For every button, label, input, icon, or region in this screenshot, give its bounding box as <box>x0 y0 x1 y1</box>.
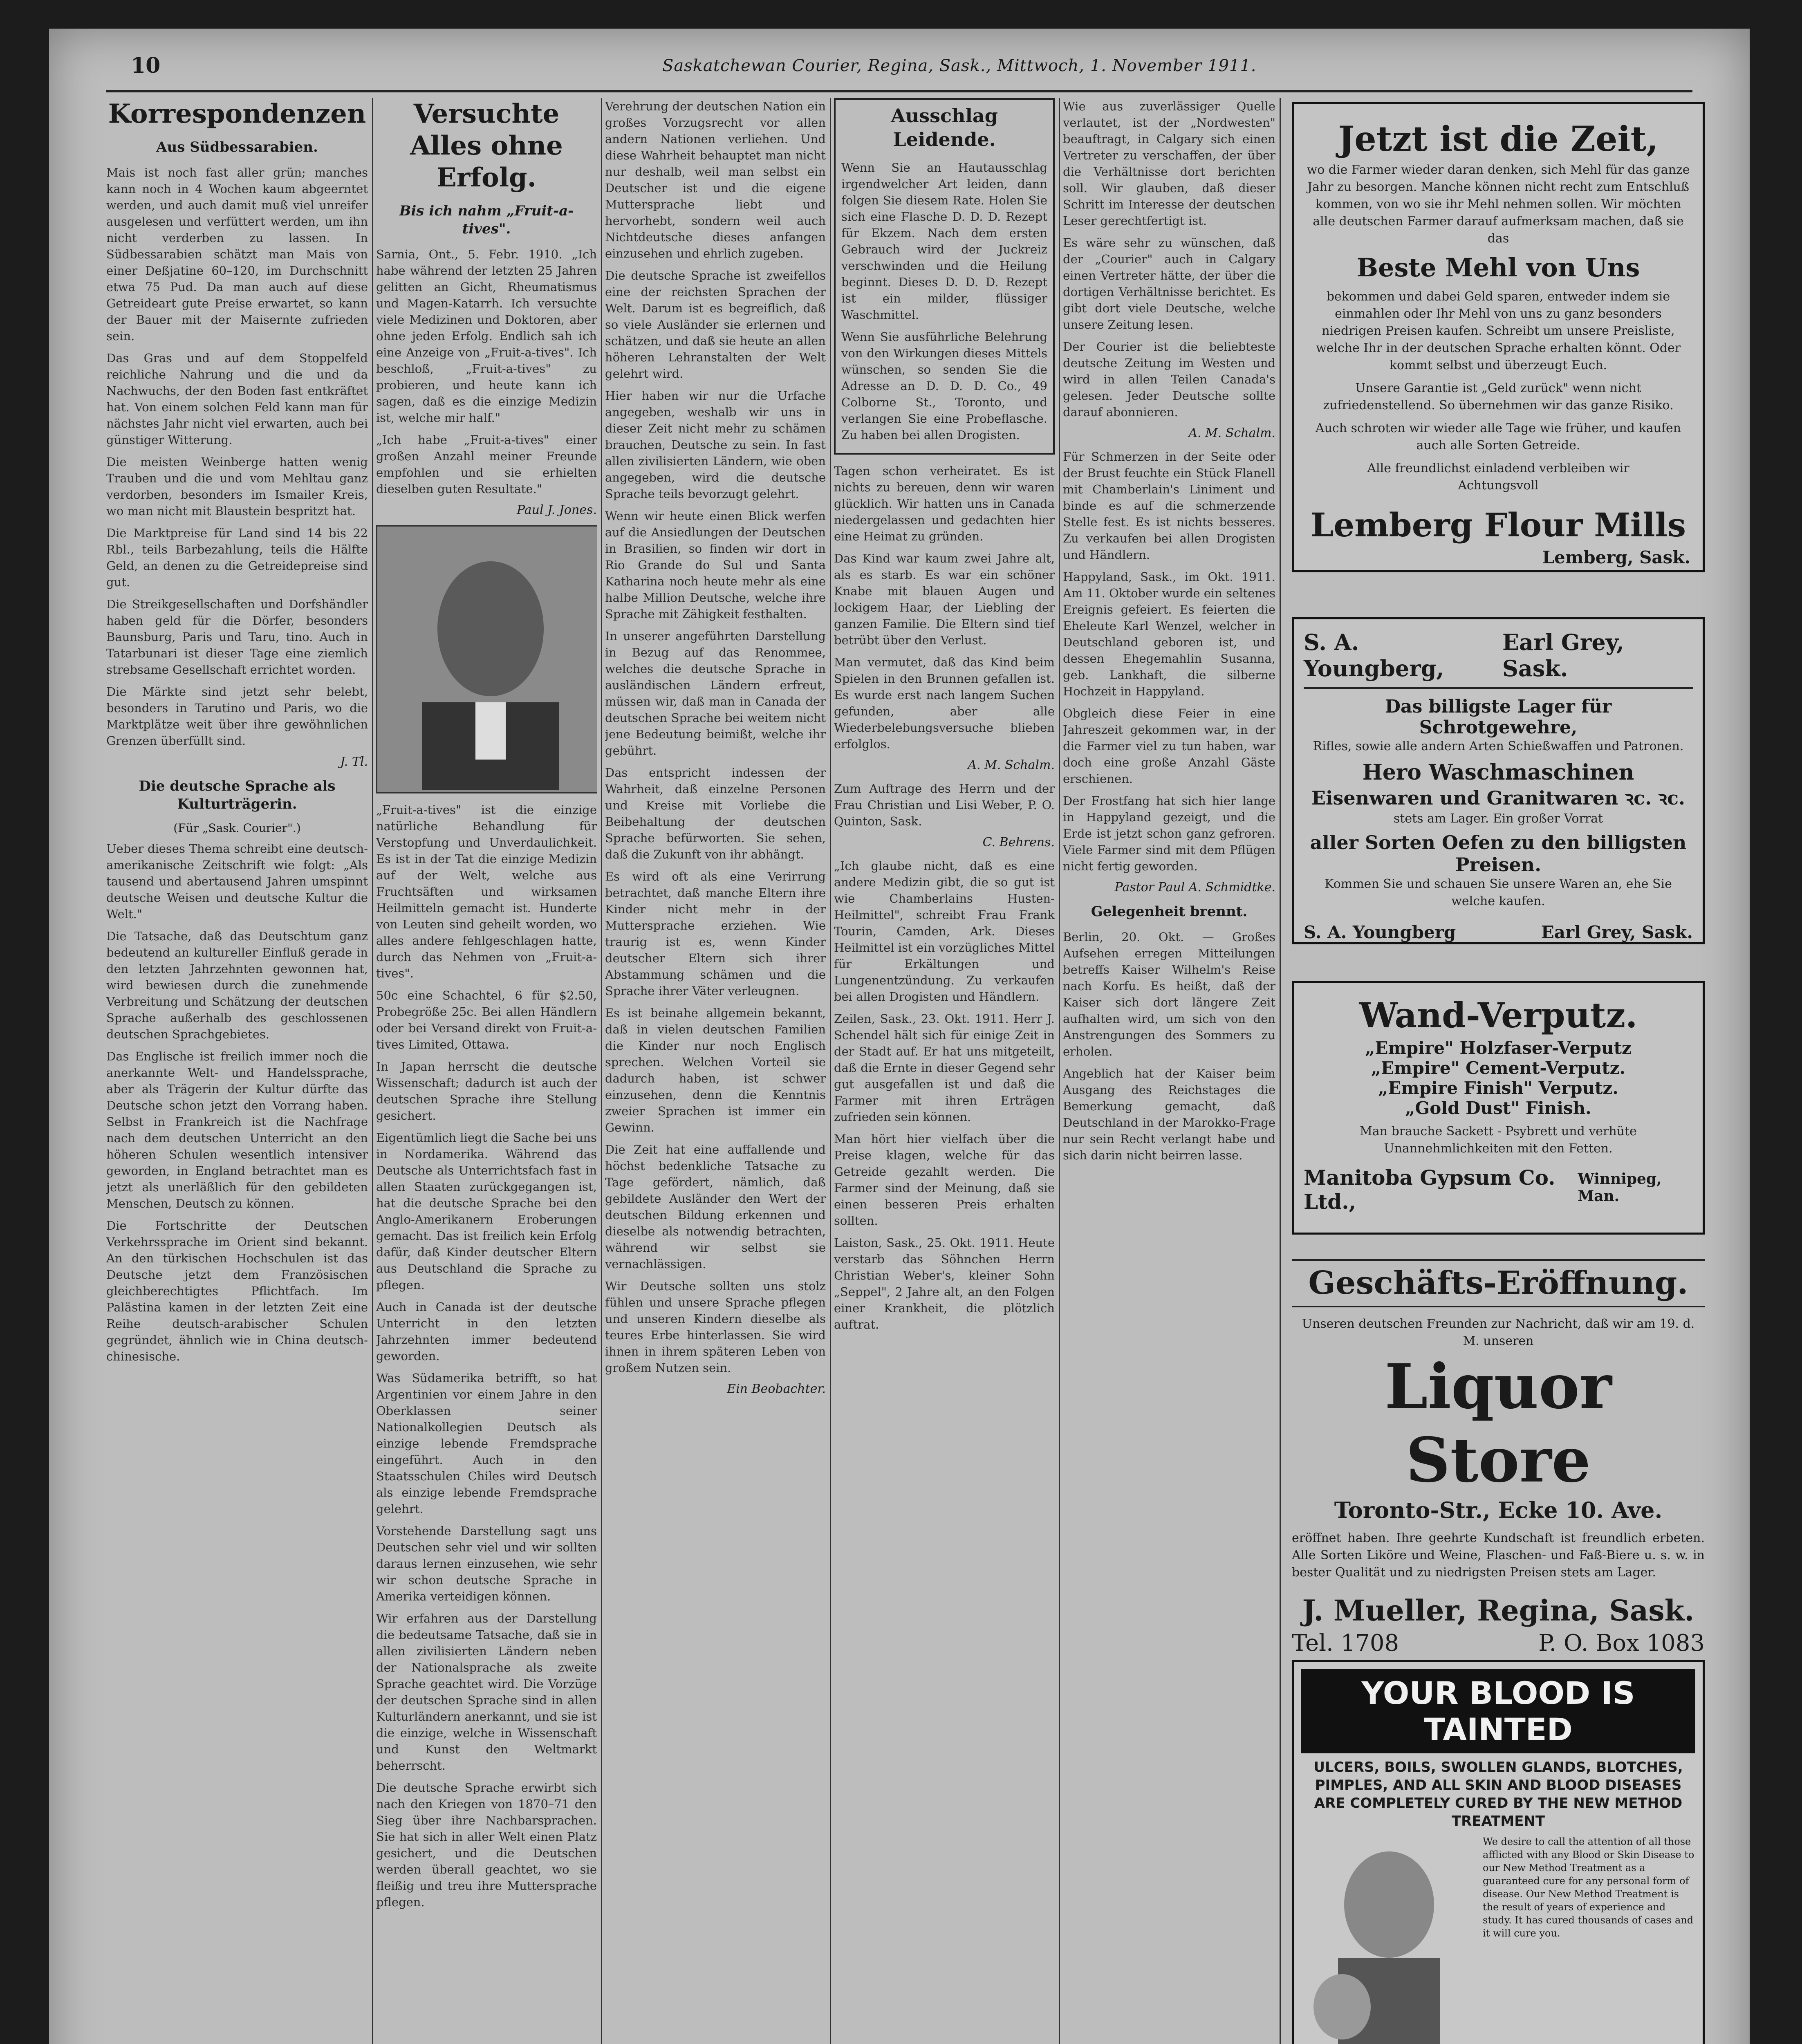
ad-lemberg-guarantee: Unsere Garantie ist „Geld zurück" wenn nicht zufriedenstellend. So übernehmen wir das ganze Risiko. <box>1323 381 1674 412</box>
ad-lemberg-headline: Jetzt ist die Zeit, <box>1338 119 1659 159</box>
ad-gypsum-town: Winnipeg, Man. <box>1578 1170 1662 1205</box>
article-paragraph: Obgleich diese Feier in eine Jahreszeit gekommen war, in der die Farmer viel zu tun haben, war doch eine große Anzahl Gäste erschienen. <box>1063 706 1275 786</box>
article-paragraph: Die Märkte sind jetzt sehr belebt, besonders in Tarutino und Paris, wo die Marktplätze weit über ihre gewöhnlichen Grenzen überfüllt sind. <box>106 685 368 748</box>
article-paragraph: Es ist beinahe allgemein bekannt, daß in vielen deutschen Familien die Kinder nur noch Englisch sprechen. Welchen Vorteil sie dadurch haben, ist schwer einzusehen, denn die Kenntnis zweier Sprachen ist immer ein Gewinn. <box>605 1006 826 1134</box>
article-signature: J. Tl. <box>340 755 368 769</box>
article-paragraph: Es wäre sehr zu wünschen, daß der „Courier" auch in Calgary einen Vertreter hätte, der über die dortigen Verhältnisse berichtet. Es gibt dort viele Deutsche, welche unsere Zeitung lesen. <box>1063 236 1275 332</box>
masthead: Saskatchewan Courier, Regina, Sask., Mittwoch, 1. November 1911. <box>662 56 1257 75</box>
article-paragraph: Die meisten Weinberge hatten wenig Trauben und die und vom Mehltau ganz verdorben, besonders im Ismailer Kreis, wo man nicht mit Blaustein bespritzt hat. <box>106 455 368 518</box>
article-paragraph: Happyland, Sask., im Okt. 1911. Am 11. Oktober wurde ein seltenes Ereignis gefeiert. Es feierten die Eheleute Karl Wenzel, welcher in Deutschland geboren ist, und dessen Ehegemahlin Susanna, geb. Lankhaft, die silberne Hochzeit in Happyland. <box>1063 570 1275 698</box>
article-paragraph: Für Schmerzen in der Seite oder der Brust feuchte ein Stück Flanell mit Chamberlain's Liniment und binde es auf die schmerzende Stelle fest. Es ist nichts besseres. Zu verkaufen bei allen Drogisten und Händlern. <box>1063 450 1275 562</box>
ad-youngberg-line3: Hero Waschmaschinen <box>1362 760 1634 785</box>
ad-lemberg-greeting: Alle freundlichst einladend verbleiben wir <box>1367 461 1629 475</box>
article-paragraph: Laiston, Sask., 25. Okt. 1911. Heute verstarb das Söhnchen Herrn Christian Weber's, kleiner Sohn „Seppel", 2 Jahre alt, an den Folgen einer Krankheit, die plötzlich auftrat. <box>834 1236 1055 1331</box>
article-paragraph: Das Englische ist freilich immer noch die anerkannte Welt- und Handelssprache, aber als Trägerin der Kultur dürfte das Deutsche schon jetzt den Vorrang haben. Selbst in Frankreich ist die Nachfrage nach dem deutschen Unterricht an den höheren Schulen wesentlich intensiver geworden, in England betrachtet man es jetzt als unerläßlich für den gebildeten Menschen, Deutsch zu können. <box>106 1049 368 1210</box>
ad-fruitatives-title: Versuchte Alles ohne Erfolg. <box>410 99 563 193</box>
article-paragraph: Wir erfahren aus der Darstellung die bedeutsame Tatsache, daß sie in allen zivilisierten Ländern neben der Nationalsprache als zweite Sprache geachtet wird. Die Vorzüge der deutschen Sprache sind in allen Kulturländern anerkannt, und sie ist die einzige, welche in Wissenschaft und Kunst den Weltmarkt beherrscht. <box>376 1611 597 1773</box>
ad-youngberg-line7: Kommen Sie und schauen Sie unsere Waren an, ehe Sie welche kaufen. <box>1325 877 1672 908</box>
ad-gypsum-note: Man brauche Sackett - Psybrett und verhüte Unannehmlichkeiten mit den Fetten. <box>1360 1124 1637 1156</box>
article-paragraph: Das entspricht indessen der Wahrheit, daß einzelne Personen und Kreise mit Vorliebe die Beibehaltung der deutschen Sprache befürworten. Sie sehen, daß die Zukunft von ihr abhängt. <box>605 766 826 861</box>
ad-kennedy-body: We desire to call the attention of all those afflicted with any Blood or Skin Disease to our New Method Treatment as a guaranteed cure for any personal form of disease. Our New Method Treatment is the result of years of experience and study. It has cured thousands of cases and it will cure you. <box>1483 1836 1694 1939</box>
article-paragraph: Der Frostfang hat sich hier lange in Happyland gezeigt, und die Erde ist jetzt schon ganz gefroren. Viele Farmer sind mit dem Pflügen nicht fertig geworden. <box>1063 794 1275 873</box>
ad-youngberg-line4: Eisenwaren und Granitwaren ꝛc. ꝛc. <box>1311 787 1685 809</box>
ad-lemberg-intro: wo die Farmer wieder daran denken, sich Mehl für das ganze Jahr zu besorgen. Manche können nicht recht zum Entschluß kommen, von wo sie ihr Mehl nehmen sollen. Wir möchten alle deutschen Farmer darauf aufmerksam machen, daß sie das <box>1307 163 1690 246</box>
article-paragraph: Die Fortschritte der Deutschen Verkehrssprache im Orient sind bekannt. An den türkischen Hochschulen ist das Deutsche jetzt dem Französischen gleichberechtigtes Pflichtfach. Im Palästina kamen in der letzten Zeit eine Reihe deutsch-arabischer Schulen gegründet, ähnlich wie in China deutsch-chinesische. <box>106 1219 368 1363</box>
portrait-image <box>376 525 597 793</box>
ad-gypsum-product-2: „Empire" Cement-Verputz. <box>1371 1058 1626 1078</box>
ad-liquor-address: Toronto-Str., Ecke 10. Ave. <box>1334 1497 1663 1523</box>
ad-liquor-store-name: Liquor Store <box>1385 1351 1612 1496</box>
article-paragraph: Auch in Canada ist der deutsche Unterricht in den letzten Jahrzehnten immer bedeutend geworden. <box>376 1300 597 1363</box>
article-paragraph: Hier haben wir nur die Urfache angegeben, weshalb wir uns in dieser Zeit nicht mehr zu schämen brauchen, Deutsche zu sein. In fast allen zivilisierten Ländern, wie oben angegeben, wird die deutsche Sprache teils bevorzugt gelehrt. <box>605 389 826 501</box>
article-paragraph: Die Zeit hat eine auffallende und höchst bedenkliche Tatsache zu Tage gefördert, nämlich, daß gebildete Ausländer den Wert der deutschen Bildung erkennen und dieselbe als notwendig betrachten, während wir selbst sie vernachlässigen. <box>605 1143 826 1271</box>
ad-lemberg-also: Auch schroten wir wieder alle Tage wie früher, und kaufen auch alle Sorten Getreide. <box>1315 421 1681 453</box>
ad-liquor-headline: Geschäfts-Eröffnung. <box>1292 1259 1705 1307</box>
ad-liquor-contact <box>1292 1630 1705 1656</box>
article-paragraph: Man hört hier vielfach über die Preise klagen, welche für das Getreide gezahlt werden. Die Farmer sind der Meinung, daß sie einen besseren Preis erhalten sollten. <box>834 1132 1055 1228</box>
ad-gypsum-product-1: „Empire" Holzfaser-Verputz <box>1365 1038 1632 1058</box>
ad-manitoba-gypsum <box>1292 981 1705 1235</box>
column-1 <box>106 98 368 2044</box>
article-paragraph: Wir Deutsche sollten uns stolz fühlen und unsere Sprache pflegen und unseren Kindern dieselbe als teures Erbe hinterlassen. Sie wird ihnen in ihrem späteren Leben von großem Nutzen sein. <box>605 1279 826 1375</box>
article-paragraph: Wenn wir heute einen Blick werfen auf die Ansiedlungen der Deutschen in Brasilien, so finden wir dort in Rio Grande do Sul und Santa Katharina noch heute mehr als eine halbe Million Deutsche, welche ihre Sprache mit Zähigkeit festhalten. <box>605 509 826 621</box>
ad-fruitatives-sub: Bis ich nahm „Fruit-a-tives". <box>399 203 574 237</box>
ad-kennedy-headline: YOUR BLOOD IS TAINTED <box>1301 1669 1695 1753</box>
article-paragraph: 50c eine Schachtel, 6 für $2.50, Probegröße 25c. Bei allen Händlern oder bei Versand direkt von Fruit-a-tives Limited, Ottawa. <box>376 988 597 1051</box>
article-paragraph: Mais ist noch fast aller grün; manches kann noch in 4 Wochen kaum abgeerntet werden, und auch damit muß viel unreifer ausgelesen und verfüttert werden, um ihn nicht verderben zu lassen. In Südbessarabien schätzt man Mais von einer Deßjatine 60–120, im Durchschnitt etwa 75 Pud. Da man auch auf diese Getreideart gute Preise erwartet, so kann der Bauer mit der Maisernte zufrieden sein. <box>106 166 368 343</box>
ad-liquor-tel: Tel. 1708 <box>1292 1630 1399 1656</box>
ad-youngberg-header <box>1304 629 1693 689</box>
ad-lemberg-firm: Lemberg Flour Mills <box>1310 506 1686 544</box>
column-3 <box>605 98 826 2044</box>
ad-lemberg-product: Beste Mehl von Uns <box>1356 253 1640 282</box>
article-paragraph: Vorstehende Darstellung sagt uns Deutschen sehr viel und wir sollten daraus lernen einzusehen, wie sehr wir schon deutsche Sprache in Amerika verteidigen können. <box>376 1524 597 1603</box>
column-rule <box>830 98 831 2044</box>
ad-kennedy-middle <box>1301 1835 1695 2044</box>
article-paragraph: Berlin, 20. Okt. — Großes Aufsehen erregen Mitteilungen betreffs Kaiser Wilhelm's Reise nach Korfu. Es heißt, daß der Kaiser sich dort längere Zeit aufhalten wird, um sich von den Anstrengungen des Sommers zu erholen. <box>1063 930 1275 1058</box>
header-rule <box>106 90 1692 92</box>
article-signature: C. Behrens. <box>982 835 1055 849</box>
ad-liquor-intro: Unseren deutschen Freunden zur Nachricht, daß wir am 19. d. M. unseren <box>1302 1317 1695 1348</box>
article-source: (Für „Sask. Courier".) <box>173 821 301 835</box>
article-paragraph: Das Gras und auf dem Stoppelfeld reichliche Nahrung und die und da Nachwuchs, der den Boden fast entkräftet hat. Von einem solchen Feld kann man für nächstes Jahr nicht viel erwarten, auch bei günstiger Witterung. <box>106 351 368 447</box>
ad-youngberg-foot-name: S. A. Youngberg <box>1304 922 1456 942</box>
article-paragraph: Zum Auftrage des Herrn und der Frau Christian und Lisi Weber, P. O. Quinton, Sask. <box>834 782 1055 828</box>
column-rule <box>1280 98 1281 2044</box>
ad-ddd-box <box>834 98 1055 455</box>
testimonial-signature: Paul J. Jones. <box>516 503 597 517</box>
ad-youngberg-line5: stets am Lager. Ein großer Vorrat <box>1393 811 1603 826</box>
ad-kennedy-illustration <box>1301 1835 1477 2044</box>
column-rule <box>1059 98 1060 2044</box>
ad-youngberg-foot-town: Earl Grey, Sask. <box>1541 922 1693 942</box>
ad-gypsum-footer <box>1304 1165 1693 1214</box>
article-signature: Pastor Paul A. Schmidtke. <box>1114 880 1275 894</box>
ad-lemberg-flour-mills <box>1292 102 1705 572</box>
article-signature: Ein Beobachter. <box>727 1382 826 1396</box>
article-paragraph: Das Kind war kaum zwei Jahre alt, als es starb. Es war ein schöner Knabe mit blauen Augen und lockigem Haar, der Liebling der ganzen Familie. Die Eltern sind tief betrübt über den Verlust. <box>834 551 1055 647</box>
article-paragraph: Der Courier ist die beliebteste deutsche Zeitung im Westen und wird in allen Teilen Canada's gelesen. Jeder Deutsche sollte darauf abonnieren. <box>1063 340 1275 419</box>
column-rule <box>372 98 373 2044</box>
article-signature: A. M. Schalm. <box>968 758 1055 772</box>
article-paragraph: Die deutsche Sprache erwirbt sich nach den Kriegen von 1870–71 den Sieg über ihre Nachbarsprachen. Sie hat sich in aller Welt einen Platz gesichert, und die Deutschen werden überall geachtet, wo sie fleißig und treu ihre Muttersprache pflegen. <box>376 1781 597 1909</box>
article-signature: A. M. Schalm. <box>1188 426 1275 440</box>
ad-liquor-body: eröffnet haben. Ihre geehrte Kundschaft ist freundlich erbeten. Alle Sorten Liköre und Weine, Flaschen- und Faß-Biere u. s. w. in bester Qualität und zu niedrigsten Preisen stets am Lager. <box>1292 1531 1705 1580</box>
article-paragraph: Angeblich hat der Kaiser beim Ausgang des Reichstages die Bemerkung gemacht, daß Deutschland in der Marokko-Frage nur sein Recht verlangt habe und sich darin nicht beirren lasse. <box>1063 1067 1275 1162</box>
page-number: 10 <box>131 53 161 78</box>
ad-drs-kennedy <box>1292 1660 1705 2044</box>
article-paragraph: Tagen schon verheiratet. Es ist nichts zu bereuen, denn wir waren glücklich. Wir hatten uns in Canada niedergelassen und gedachten hier eine Heimat zu gründen. <box>834 464 1055 543</box>
article-paragraph: Die Streikgesellschaften und Dorfshändler haben geld für die Dörfer, besonders Baunsburg, Paris und Taru, tino. Auch in Tatarbunari ist dieser Tage eine ziemlich strebsame Gesellschaft errichtet worden. <box>106 597 368 677</box>
ad-gypsum-firm: Manitoba Gypsum Co. Ltd., <box>1304 1165 1555 1214</box>
newspaper-page <box>49 29 1750 2044</box>
article-paragraph: Wie aus zuverlässiger Quelle verlautet, ist der „Nordwesten" beauftragt, in Calgary sich einen Vertreter zu verschaffen, der über die Verhältnisse dort berichten soll. Wir glauben, daß dieser Schritt im Interesse der deutschen Leser gerechtfertigt ist. <box>1063 99 1275 228</box>
ad-lemberg-body: bekommen und dabei Geld sparen, entweder indem sie einmahlen oder Ihr Mehl von uns zu ganz besonders niedrigen Preisen kaufen. Schreibt um unsere Preisliste, welche Ihr in der deutschen Sprache erhalten könnt. Oder kommt selbst und überzeugt Euch. <box>1316 289 1681 372</box>
article-headline: Die deutsche Sprache als Kulturträgerin. <box>139 778 336 812</box>
ad-liquor-firm: J. Mueller, Regina, Sask. <box>1302 1594 1694 1627</box>
column-4 <box>834 98 1055 2044</box>
article-paragraph: Verehrung der deutschen Nation ein großes Vorzugsrecht vor allen andern Nationen verliehen. Und diese Wahrheit behauptet man nicht nur deshalb, weil man selbst ein Deutscher ist und die eigene Muttersprache liebt und hervorhebt, sondern weil auch Nichtdeutsche dieses anfangen einzusehen und ehrlich zugeben. <box>605 99 826 260</box>
article-paragraph: Man vermutet, daß das Kind beim Spielen in den Brunnen gefallen ist. Es wurde erst nach langem Suchen gefunden, aber alle Wiederbelebungsversuche blieben erfolglos. <box>834 655 1055 751</box>
ad-youngberg-name: S. A. Youngberg, <box>1304 629 1444 681</box>
ad-gypsum-product-4: „Gold Dust" Finish. <box>1405 1098 1591 1118</box>
article-paragraph: Die Tatsache, daß das Deutschtum ganz bedeutend an kultureller Einfluß gerade in den letzten Jahrzehnten gewonnen hat, wird bewiesen durch die zunehmende Verbreitung und Schätzung der deutschen Sprache außerhalb des geschlossenen deutschen Sprachgebietes. <box>106 929 368 1041</box>
running-header <box>49 53 1750 86</box>
ad-kennedy-sub: ULCERS, BOILS, SWOLLEN GLANDS, BLOTCHES, PIMPLES, AND ALL SKIN AND BLOOD DISEASES ARE COMPLETELY CURED BY THE NEW METHOD TREATMENT <box>1313 1759 1683 1829</box>
article-paragraph: Eigentümlich liegt die Sache bei uns in Nordamerika. Während das Deutsche als Unterrichtsfach fast in allen Staaten zurückgegangen ist, hat die deutsche Sprache bei den Anglo-Amerikanern Eroberungen gemacht. Das ist freilich kein Erfolg dafür, daß Kinder deutscher Eltern aus Deutschland die Sprache zu pflegen. <box>376 1131 597 1292</box>
ad-gypsum-product-3: „Empire Finish" Verputz. <box>1378 1078 1618 1098</box>
column-5 <box>1063 98 1275 2044</box>
ad-ddd-title: Ausschlag Leidende. <box>891 105 998 150</box>
article-paragraph: „Fruit-a-tives" ist die einzige natürliche Behandlung für Verstopfung und Unverdaulichkeit. Es ist in der Tat die einzige Medizin auf der Welt, welche aus Fruchtsäften und wirksamen Heilmitteln gemacht ist. Hunderte von Leuten sind geheilt worden, wo alles andere fehlgeschlagen hatte, durch das Nehmen von „Fruit-a-tives". <box>376 803 597 980</box>
article-paragraph: Was Südamerika betrifft, so hat Argentinien vor einem Jahre in den Oberklassen seiner Nationalkollegien Deutsch als einzige lebende Fremdsprache eingeführt. Auch in den Staatsschulen Chiles wird Deutsch als einzige lebende Fremdsprache gelehrt. <box>376 1371 597 1516</box>
ad-paragraph: Wenn Sie ausführliche Belehrung von den Wirkungen dieses Mittels wünschen, so senden Sie die Adresse an D. D. D. Co., 49 Colborne St., Toronto, und verlangen Sie eine Probeflasche. Zu haben bei allen Drogisten. <box>841 330 1047 442</box>
article-paragraph: Zeilen, Sask., 23. Okt. 1911. Herr J. Schendel hält sich für einige Zeit in der Stadt auf. Er hat uns mitgeteilt, daß die Ernte in dieser Gegend sehr gut ausgefallen ist und daß die Farmer mit ihren Erträgen zufrieden sein können. <box>834 1012 1055 1124</box>
ad-paragraph: Wenn Sie an Hautausschlag irgendwelcher Art leiden, dann folgen Sie diesem Rate. Holen Sie sich eine Flasche D. D. D. Rezept für Ekzem. Nach dem ersten Gebrauch wird der Juckreiz verschwinden und die Heilung beginnt. Dieses D. D. D. Rezept ist ein milder, flüssiger Waschmittel. <box>841 161 1047 322</box>
column-rule <box>601 98 602 2044</box>
ad-youngberg-footer <box>1304 922 1693 942</box>
ad-liquor-store <box>1292 1259 1705 1656</box>
ad-liquor-box: P. O. Box 1083 <box>1538 1630 1705 1656</box>
ad-youngberg-town: Earl Grey, Sask. <box>1502 629 1624 681</box>
ad-youngberg <box>1292 617 1705 944</box>
ad-lemberg-greeting2: Achtungsvoll <box>1458 478 1539 493</box>
column-1-title: Korrespondenzen <box>108 99 366 129</box>
article-paragraph: Die Marktpreise für Land sind 14 bis 22 Rbl., teils Barbezahlung, teils die Hälfte Geld, an denen zu die Getreidepreise sind gut. <box>106 526 368 589</box>
column-2 <box>376 98 597 2044</box>
ad-gypsum-headline: Wand-Verputz. <box>1359 995 1638 1035</box>
article-paragraph: „Ich habe „Fruit-a-tives" einer großen Anzahl meiner Freunde empfohlen und sie erhielten dieselben guten Resultate." <box>376 433 597 496</box>
ad-youngberg-line2: Rifles, sowie alle andern Arten Schießwaffen und Patronen. <box>1313 739 1684 753</box>
article-paragraph: Sarnia, Ont., 5. Febr. 1910. „Ich habe während der letzten 25 Jahren gelitten an Gicht, Rheumatismus und Magen-Katarrh. Ich versuchte viele Medizinen und Doktoren, aber ohne jeden Erfolg. Endlich sah ich eine Anzeige von „Fruit-a-tives". Ich beschloß, „Fruit-a-tives" zu probieren, und heute kann ich sagen, daß es die einzige Medizin ist, welche mir half." <box>376 247 597 425</box>
article-paragraph: Ueber dieses Thema schreibt eine deutsch-amerikanische Zeitschrift wie folgt: „Als tausend und abertausend Jahren umspinnt deutsche Weisen und deutsche Kultur die Welt." <box>106 842 368 921</box>
column-1-subhead: Aus Südbessarabien. <box>156 139 318 155</box>
ad-youngberg-line6: aller Sorten Oefen zu den billigsten Preisen. <box>1310 831 1687 876</box>
article-paragraph: „Ich glaube nicht, daß es eine andere Medizin gibt, die so gut ist wie Chamberlains Husten-Heilmittel", schreibt Frau Frank Tourin, Camden, Ark. Dieses Heilmittel ist ein vorzügliches Mittel für Erkältungen und Lungenentzündung. Zu verkaufen bei allen Drogisten und Händlern. <box>834 859 1055 1004</box>
ad-youngberg-line1: Das billigste Lager für Schrotgewehre, <box>1385 696 1612 738</box>
article-paragraph: Es wird oft als eine Verirrung betrachtet, daß manche Eltern ihre Kinder nicht mehr in der Muttersprache erziehen. Wie traurig ist es, wenn Kinder deutscher Eltern sich ihrer Abstammung schämen und die Sprache ihrer Väter verleugnen. <box>605 870 826 998</box>
article-headline: Gelegenheit brennt. <box>1091 903 1248 920</box>
article-paragraph: Die deutsche Sprache ist zweifellos eine der reichsten Sprachen der Welt. Darum ist es begreiflich, daß so viele Ausländer sie erlernen und schätzen, und daß sie heute an allen höheren Lehranstalten der Welt gelehrt wird. <box>605 269 826 381</box>
article-paragraph: In Japan herrscht die deutsche Wissenschaft; dadurch ist auch der deutschen Sprache ihre Stellung gesichert. <box>376 1060 597 1123</box>
ad-lemberg-town: Lemberg, Sask. <box>1542 547 1690 567</box>
article-paragraph: In unserer angeführten Darstellung in Bezug auf das Renommee, welches die deutsche Sprache in ausländischen Ländern erfreut, müssen wir, daß man in Canada der deutschen Sprache bei weitem nicht jene Bedeutung beimißt, welche ihr gebührt. <box>605 629 826 758</box>
